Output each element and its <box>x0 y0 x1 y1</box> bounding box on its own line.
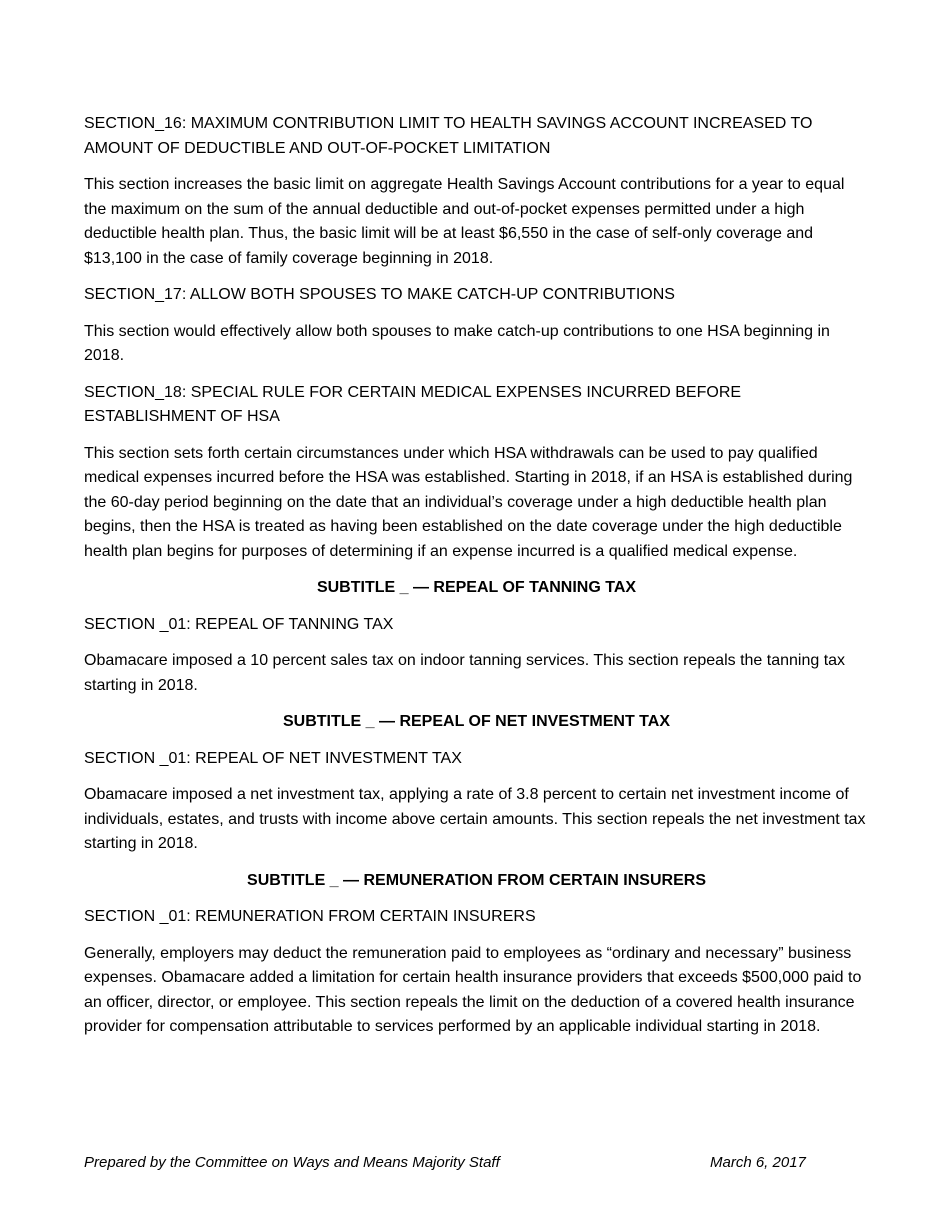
tanning-section-heading: SECTION _01: REPEAL OF TANNING TAX <box>84 615 394 633</box>
subtitle-remuneration: SUBTITLE _ — REMUNERATION FROM CERTAIN INSURERS <box>247 871 706 889</box>
section-18-heading: SECTION_18: SPECIAL RULE FOR CERTAIN MEDICAL EXPENSES INCURRED BEFORE ESTABLISHMENT OF HSA <box>84 383 742 425</box>
remuneration-section-heading: SECTION _01: REMUNERATION FROM CERTAIN INSURERS <box>84 908 536 925</box>
footer-prepared-by: Prepared by the Committee on Ways and Means Majority Staff <box>84 1154 500 1171</box>
section-16-heading: SECTION_16: MAXIMUM CONTRIBUTION LIMIT TO HEALTH SAVINGS ACCOUNT INCREASED TO AMOUNT OF DEDUCTIBLE AND OUT-OF-POCKET LIMITATION <box>84 115 813 157</box>
section-18-text: This section sets forth certain circumstances under which HSA withdrawals can be used to pay qualified medical expenses incurred before the HSA was established. Starting in 2018, if an HSA is established during the 60-day period beginning on the date that an individual’s coverage under a high deductible health plan begins, then the HSA is treated as having been established on the date coverage under the high deductible health plan begins for purposes of determining if an expense incurred is a qualified medical expense. <box>84 444 853 560</box>
remuneration-section-text: Generally, employers may deduct the remuneration paid to employees as “ordinary and necessary” business expenses. Obamacare added a limitation for certain health insurance providers that exceeds $500,000 paid to an officer, director, or employee. This section repeals the limit on the deduction of a covered health insurance provider for compensation attributable to services performed by an applicable individual starting in 2018. <box>84 944 862 1035</box>
net-investment-section-text: Obamacare imposed a net investment tax, applying a rate of 3.8 percent to certain net investment income of individuals, estates, and trusts with income above certain amounts. This section repeals the net investment tax starting in 2018. <box>84 786 866 852</box>
document-body <box>84 112 869 1052</box>
net-investment-section-heading: SECTION _01: REPEAL OF NET INVESTMENT TAX <box>84 749 462 767</box>
subtitle-net-investment-tax: SUBTITLE _ — REPEAL OF NET INVESTMENT TAX <box>283 713 670 730</box>
section-17-heading: SECTION_17: ALLOW BOTH SPOUSES TO MAKE CATCH-UP CONTRIBUTIONS <box>84 286 675 303</box>
subtitle-tanning-tax: SUBTITLE _ — REPEAL OF TANNING TAX <box>316 579 637 596</box>
section-16-text: This section increases the basic limit on aggregate Health Savings Account contributions for a year to equal the maximum on the sum of the annual deductible and out-of-pocket expenses permitted under a high deductible health plan. Thus, the basic limit will be at least $6,550 in the case of self-only coverage and $13,100 in the case of family coverage beginning in 2018. <box>84 176 845 267</box>
section-17-text: This section would effectively allow both spouses to make catch-up contributions to one HSA beginning in 2018. <box>84 322 830 364</box>
footer-date: March 6, 2017 <box>710 1154 806 1171</box>
tanning-section-text: Obamacare imposed a 10 percent sales tax on indoor tanning services. This section repeals the tanning tax starting in 2018. <box>84 652 846 694</box>
